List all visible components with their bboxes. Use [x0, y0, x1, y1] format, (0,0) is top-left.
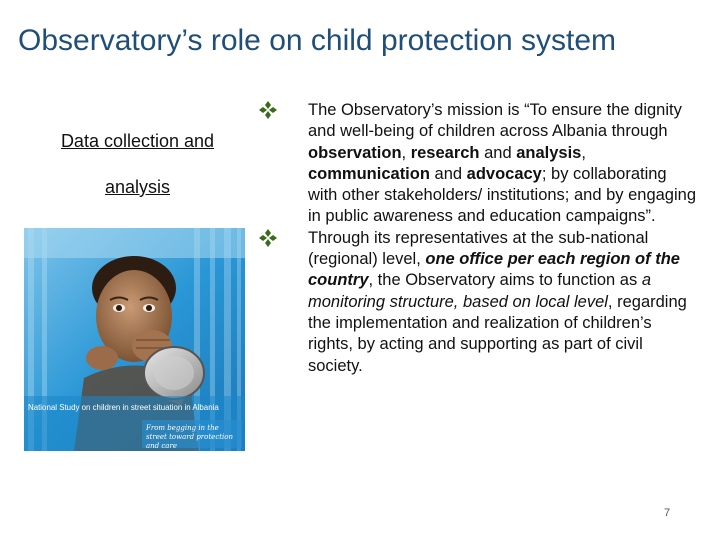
- bullet1-text-6: ; by collaborating with other stakeholders/ institutions; and by engaging in public awareness and education campaigns”.: [308, 164, 696, 226]
- bullet-list: [296, 100, 696, 377]
- bullet1-text-3: and: [479, 143, 517, 162]
- bullet-item-mission: [296, 100, 696, 228]
- cover-title: National Study on children in street situation in Albania: [28, 402, 219, 412]
- bullet1-research: research: [410, 143, 480, 162]
- bullet1-advocacy: advocacy: [466, 164, 542, 183]
- bullet2-emphasis: one office per each region of the country: [308, 250, 680, 290]
- report-cover-image: [24, 228, 245, 451]
- left-heading-line2: analysis: [104, 177, 171, 197]
- bullet1-analysis: analysis: [516, 143, 582, 162]
- left-heading-line1: Data collection and: [60, 131, 215, 151]
- diamond-quad-icon: [258, 100, 278, 120]
- bullet1-text-4: ,: [581, 143, 586, 162]
- slide-title: Observatory’s role on child protection system: [18, 24, 617, 57]
- report-cover-photo: [24, 228, 245, 451]
- page-number: 7: [664, 507, 671, 519]
- bullet2-text-3: , regarding the implementation and realization of children’s rights, by acting and supporting as part of civil society.: [308, 292, 687, 375]
- bullet-item-regional: [296, 228, 696, 377]
- bullet2-text-1: Through its representatives at the sub-national (regional) level,: [308, 228, 649, 269]
- bullet2-text-2: , the Observatory aims to function as: [368, 271, 642, 290]
- cover-subtitle: From begging in the street toward protection and care: [146, 424, 234, 450]
- bullet2-italic: a monitoring structure, based on local level: [308, 271, 651, 311]
- bullet1-text-5: and: [429, 164, 467, 183]
- bullet1-observation: observation: [308, 143, 402, 162]
- left-heading: [30, 118, 245, 210]
- bullet1-text-2: ,: [401, 143, 411, 162]
- bullet1-communication: communication: [308, 164, 430, 183]
- diamond-quad-icon: [258, 228, 278, 248]
- bullet1-text-1: The Observatory’s mission is “To ensure the dignity and well-being of children across Albania through: [308, 101, 682, 141]
